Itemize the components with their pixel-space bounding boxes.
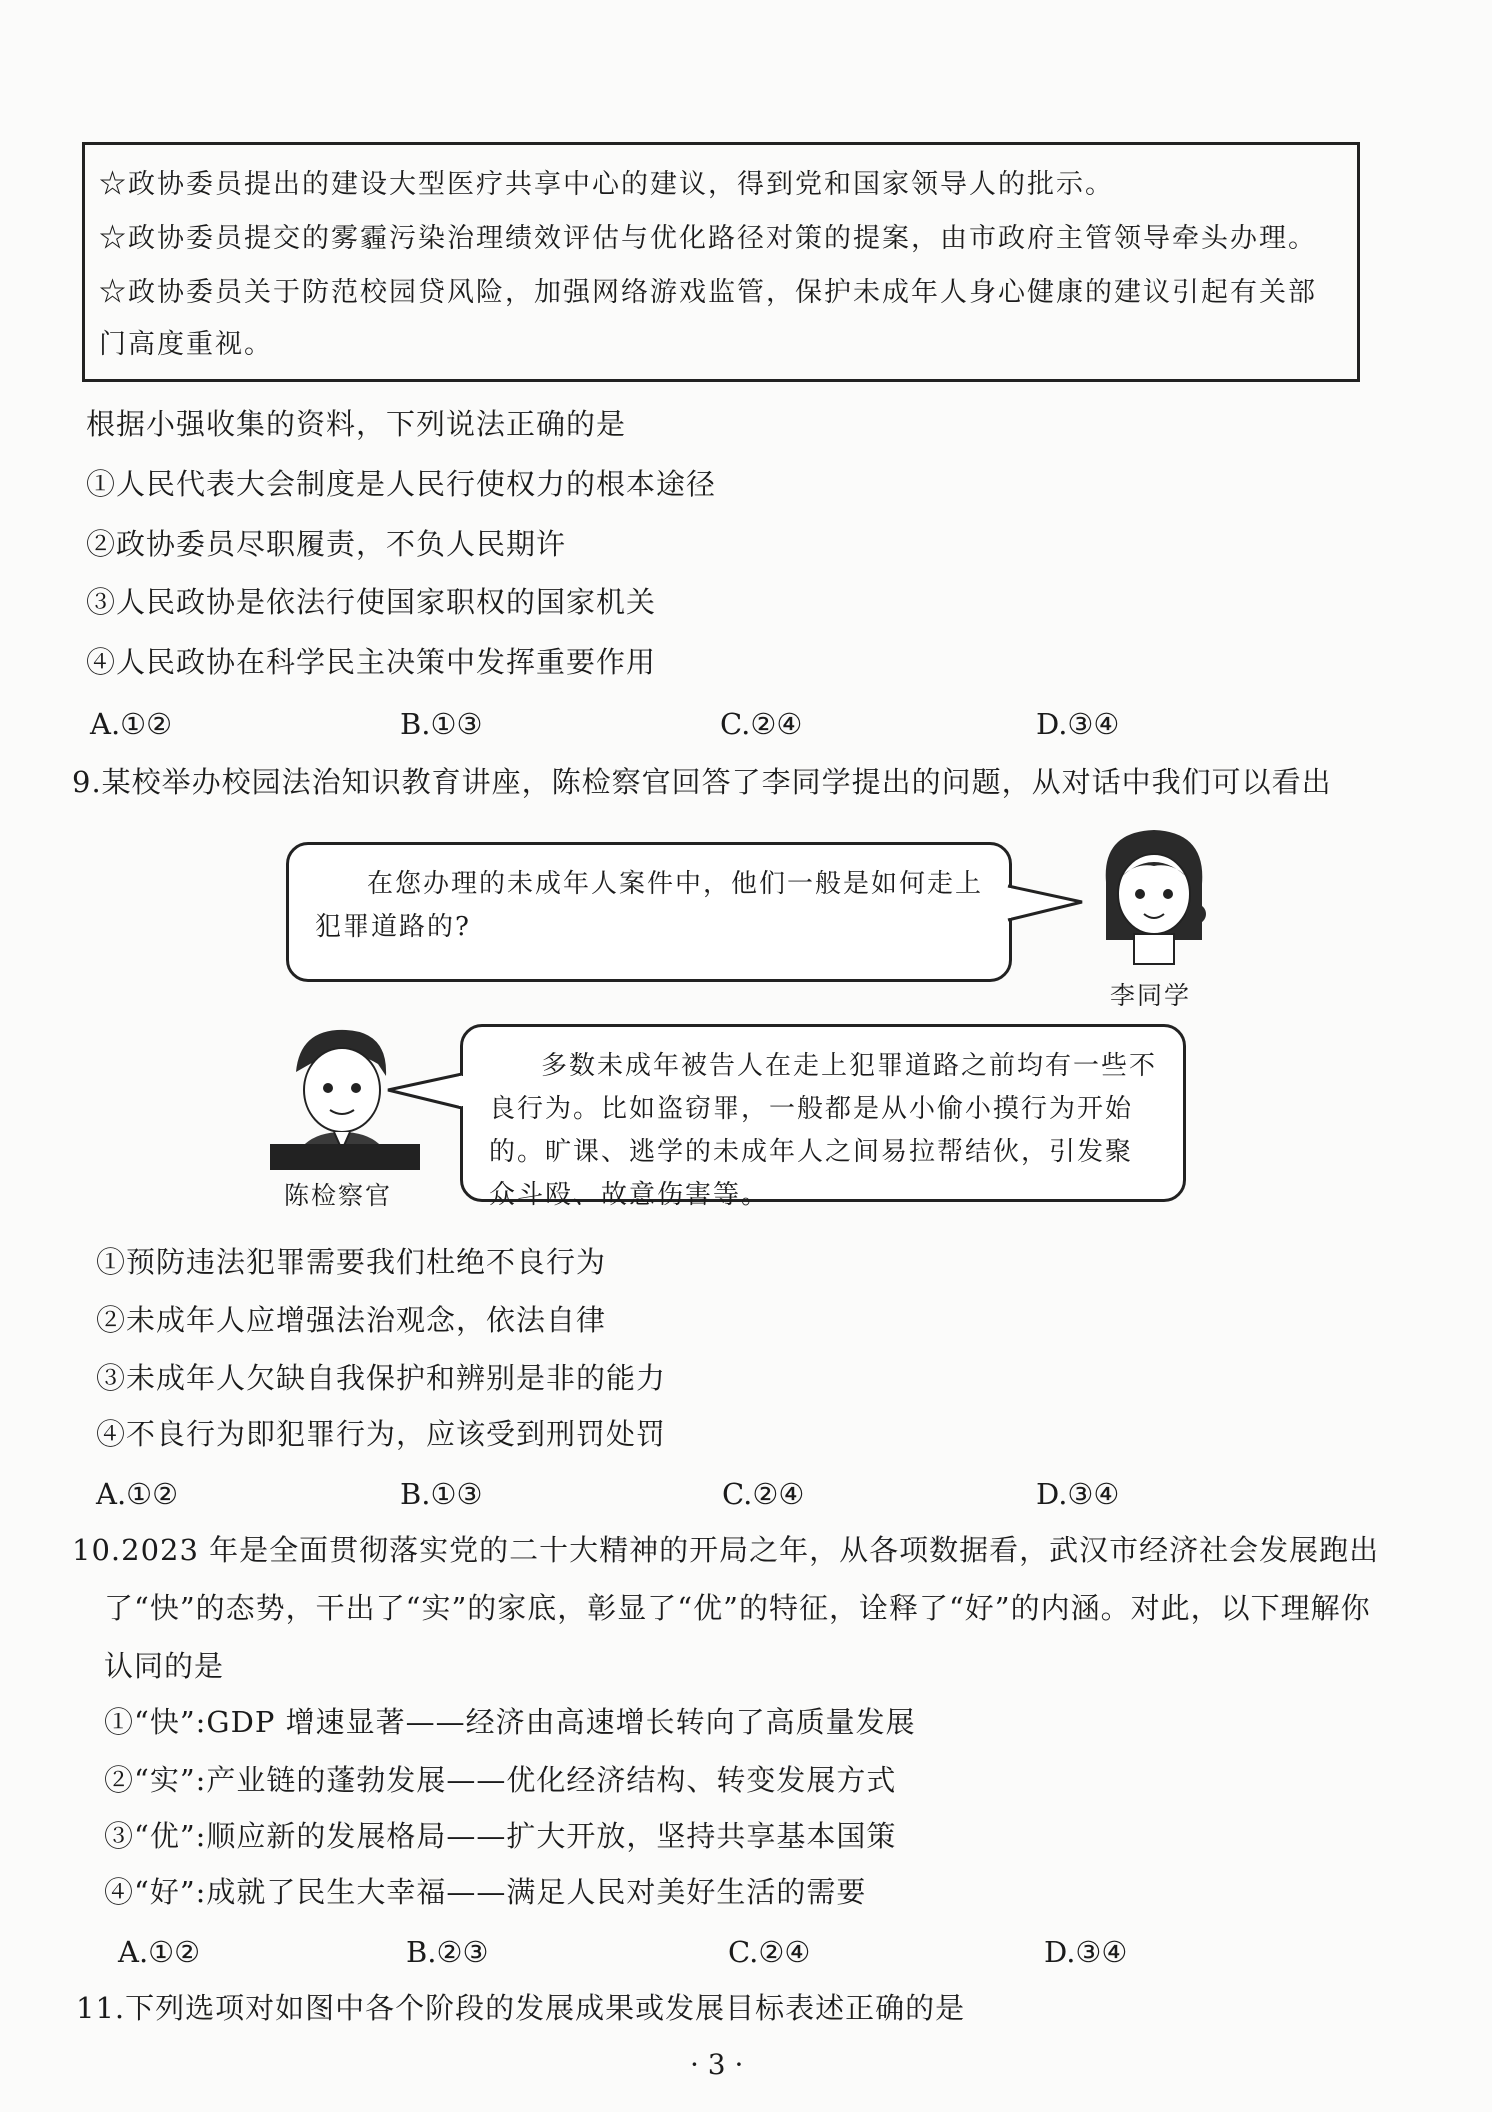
q10-stem-line-2: 了“快”的态势，干出了“实”的家底，彰显了“优”的特征，诠释了“好”的内涵。对此，以下理解你 bbox=[104, 1591, 1371, 1625]
q10-option-d: D.③④ bbox=[1044, 1935, 1128, 1969]
prosecutor-label: 陈检察官 bbox=[284, 1181, 393, 1210]
q10-stem-line-1: 10.2023 年是全面贯彻落实党的二十大精神的开局之年，从各项数据看，武汉市经济社会发展跑出 bbox=[72, 1533, 1380, 1567]
q10-option-b: B.②③ bbox=[406, 1935, 489, 1969]
q9-item-1: ①预防违法犯罪需要我们杜绝不良行为 bbox=[96, 1245, 607, 1279]
q8-stem: 根据小强收集的资料，下列说法正确的是 bbox=[86, 407, 627, 441]
box-line-1: ☆政协委员提出的建设大型医疗共享中心的建议，得到党和国家领导人的批示。 bbox=[99, 169, 1114, 200]
q8-option-c: C.②④ bbox=[720, 707, 803, 741]
q10-option-a: A.①② bbox=[118, 1935, 201, 1969]
box-line-4: 门高度重视。 bbox=[99, 329, 273, 360]
bubble-tail-icon bbox=[1006, 880, 1086, 930]
student-speech-bubble: 在您办理的未成年人案件中，他们一般是如何走上犯罪道路的? bbox=[286, 842, 1012, 982]
q10-item-3: ③“优”:顺应新的发展格局——扩大开放，坚持共享基本国策 bbox=[104, 1819, 897, 1853]
q10-stem-line-3: 认同的是 bbox=[104, 1649, 225, 1683]
q8-option-a: A.①② bbox=[90, 707, 173, 741]
page-number: · 3 · bbox=[690, 2048, 744, 2081]
q11-stem: 11.下列选项对如图中各个阶段的发展成果或发展目标表述正确的是 bbox=[76, 1991, 966, 2025]
q10-item-4: ④“好”:成就了民生大幸福——满足人民对美好生活的需要 bbox=[104, 1875, 867, 1909]
q8-option-d: D.③④ bbox=[1036, 707, 1120, 741]
q8-item-4: ④人民政协在科学民主决策中发挥重要作用 bbox=[86, 645, 657, 679]
student-label: 李同学 bbox=[1110, 981, 1192, 1010]
q9-option-b: B.①③ bbox=[400, 1477, 483, 1511]
prosecutor-speech-bubble: 多数未成年被告人在走上犯罪道路之前均有一些不良行为。比如盗窃罪，一般都是从小偷小摸行为开始的。旷课、逃学的未成年人之间易拉帮结伙，引发聚众斗殴、故意伤害等。 bbox=[460, 1024, 1186, 1202]
q9-option-c: C.②④ bbox=[722, 1477, 805, 1511]
box-line-2: ☆政协委员提交的雾霾污染治理绩效评估与优化路径对策的提案，由市政府主管领导牵头办理。 bbox=[99, 223, 1317, 254]
student-avatar-icon bbox=[1084, 822, 1224, 972]
q9-option-d: D.③④ bbox=[1036, 1477, 1120, 1511]
q9-stem: 9.某校举办校园法治知识教育讲座，陈检察官回答了李同学提出的问题，从对话中我们可以看出 bbox=[72, 765, 1332, 799]
q8-item-1: ①人民代表大会制度是人民行使权力的根本途径 bbox=[86, 467, 717, 501]
q10-item-2: ②“实”:产业链的蓬勃发展——优化经济结构、转变发展方式 bbox=[104, 1763, 897, 1797]
q10-option-c: C.②④ bbox=[728, 1935, 811, 1969]
prosecutor-avatar-icon bbox=[270, 1020, 420, 1170]
q9-item-3: ③未成年人欠缺自我保护和辨别是非的能力 bbox=[96, 1361, 667, 1395]
q8-item-2: ②政协委员尽职履责，不负人民期许 bbox=[86, 527, 567, 561]
box-line-3: ☆政协委员关于防范校园贷风险，加强网络游戏监管，保护未成年人身心健康的建议引起有关部 bbox=[99, 277, 1317, 308]
q9-item-2: ②未成年人应增强法治观念，依法自律 bbox=[96, 1303, 607, 1337]
material-box bbox=[82, 142, 1360, 382]
q8-item-3: ③人民政协是依法行使国家职权的国家机关 bbox=[86, 585, 657, 619]
q9-option-a: A.①② bbox=[96, 1477, 179, 1511]
q8-option-b: B.①③ bbox=[400, 707, 483, 741]
q10-item-1: ①“快”:GDP 增速显著——经济由高速增长转向了高质量发展 bbox=[104, 1705, 916, 1739]
q9-item-4: ④不良行为即犯罪行为，应该受到刑罚处罚 bbox=[96, 1417, 667, 1451]
